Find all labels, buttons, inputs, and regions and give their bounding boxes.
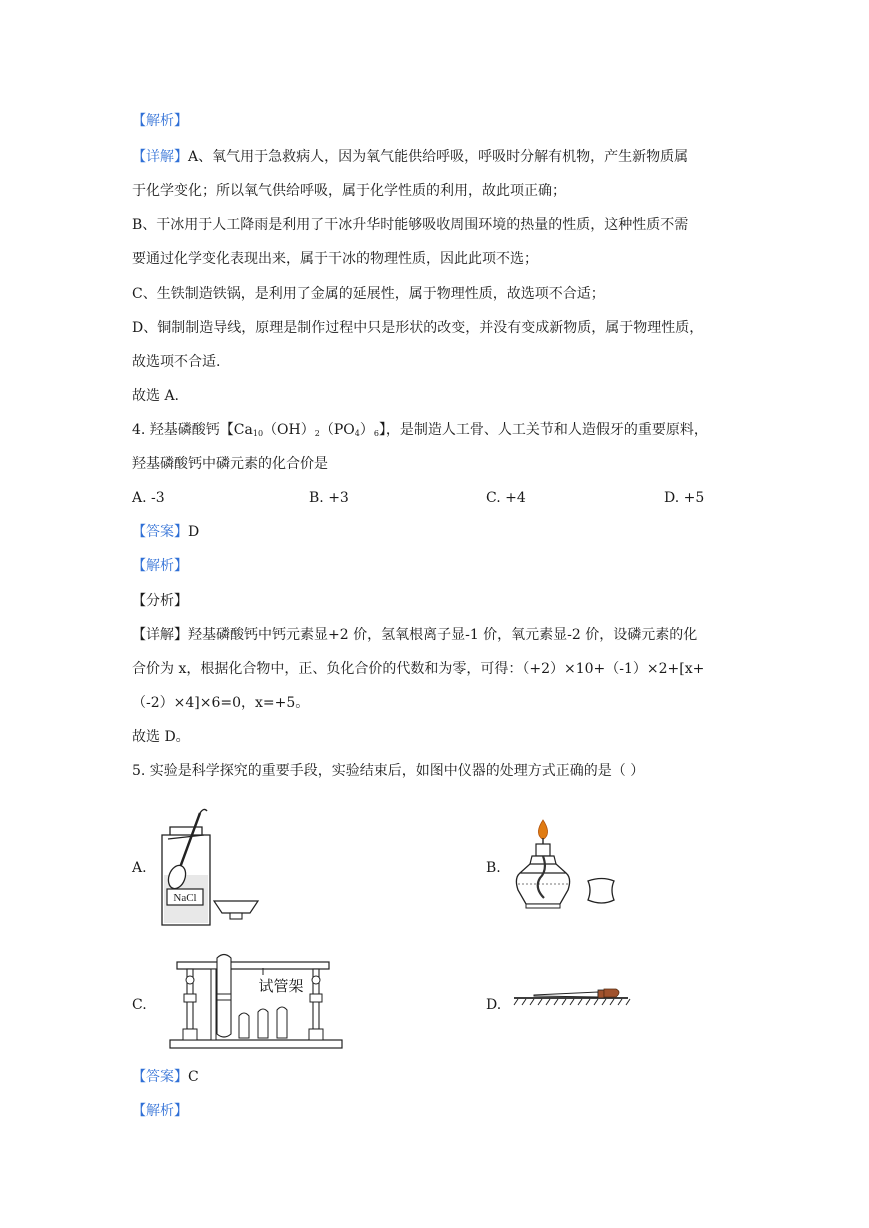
q4-analysis-heading: 【解析】 — [132, 558, 188, 574]
rack-label: 试管架 — [258, 977, 304, 995]
q4-option-d: D. +5 — [664, 490, 705, 506]
question-5-stem: 5. 实验是科学探究的重要手段，实验结束后，如图中仪器的处理方式正确的是（ ） — [132, 763, 645, 779]
q4-answer: 【答案】D — [132, 524, 200, 540]
test-tube-rack-figure — [165, 950, 350, 1055]
detail-line-2: 于化学变化；所以氧气供给呼吸，属于化学性质的利用，故此项正确； — [132, 183, 566, 199]
q4-option-c: C. +4 — [486, 490, 526, 506]
answer-choice-line: 故选 A. — [132, 388, 180, 404]
detail-line-1: 【详解】A、氧气用于急救病人，因为氧气能供给呼吸，呼吸时分解有机物，产生新物质属 — [132, 149, 689, 165]
q5-option-a-label: A. — [132, 860, 147, 876]
q5-answer: 【答案】C — [132, 1069, 199, 1085]
question-4-stem-cont: 羟基磷酸钙中磷元素的化合价是 — [132, 456, 328, 472]
question-4-stem: 4. 羟基磷酸钙【$Ca_{10}(OH)_2(PO_4)_6$】，是制造人工骨、人工关节和人造假牙的重要原料， — [132, 422, 708, 438]
q4-option-a: A. -3 — [132, 490, 165, 506]
q4-conclusion: 故选 D。 — [132, 729, 190, 745]
detail-line-7: 故选项不合适. — [132, 354, 221, 370]
q5-analysis-heading: 【解析】 — [132, 1103, 188, 1119]
q4-breakdown-heading: 【分析】 — [132, 593, 188, 609]
dropper-figure — [512, 980, 632, 1010]
q5-option-d-label: D. — [486, 997, 502, 1013]
detail-line-6: D、铜制制造导线，原理是制作过程中只是形状的改变，并没有变成新物质，属于物理性质， — [132, 320, 704, 336]
q4-detail-1: 【详解】羟基磷酸钙中钙元素显+2 价，氢氧根离子显-1 价，氧元素显-2 价，设磷元素的化 — [132, 627, 698, 643]
alcohol-lamp-figure — [508, 818, 643, 918]
q4-detail-2: 合价为 x，根据化合物中，正、负化合价的代数和为零，可得：（+2）×10+（-1）×2+[x+ — [132, 661, 705, 677]
q4-option-b: B. +3 — [309, 490, 349, 506]
detail-line-5: C、生铁制造铁锅，是利用了金属的延展性，属于物理性质，故选项不合适； — [132, 286, 605, 302]
q5-option-b-label: B. — [486, 860, 501, 876]
detail-line-3: B、干冰用于人工降雨是利用了干冰升华时能够吸收周围环境的热量的性质，这种性质不需 — [132, 217, 689, 233]
q4-detail-3: （-2）×4]×6=0，x=+5。 — [132, 695, 310, 711]
q5-option-c-label: C. — [132, 997, 147, 1013]
nacl-label: NaCl — [173, 892, 197, 904]
reagent-bottle-figure — [150, 805, 270, 930]
analysis-heading: 【解析】 — [132, 113, 188, 129]
detail-line-4: 要通过化学变化表现出来，属于干冰的物理性质，因此此项不选； — [132, 251, 538, 267]
